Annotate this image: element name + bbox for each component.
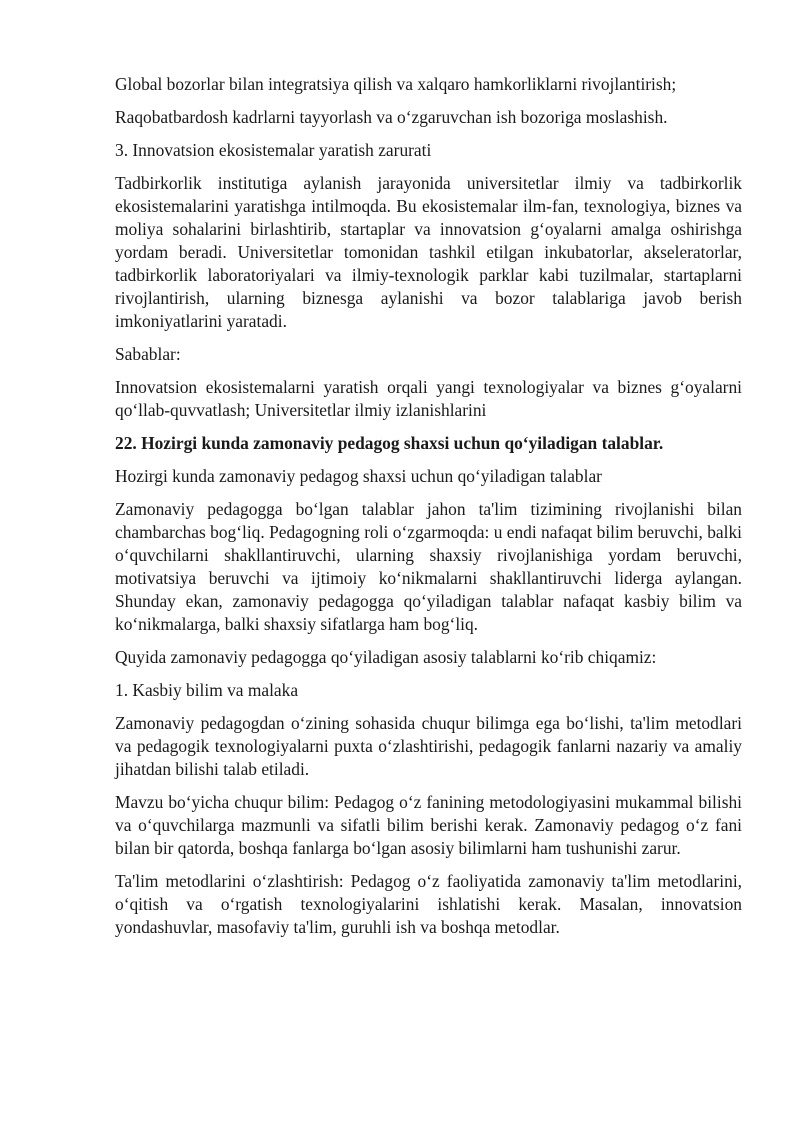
section-heading-professional-knowledge: 1. Kasbiy bilim va malaka: [115, 680, 299, 700]
question-heading-22: 22. Hozirgi kunda zamonaviy pedagog shaxsi uchun qo‘yiladigan talablar.: [115, 433, 664, 453]
paragraph-reasons-body: Innovatsion ekosistemalarni yaratish orqali yangi texnologiyalar va biznes g‘oyalarni qo‘llab-quvvatlash; Universitetlar ilmiy izlanishlarini: [115, 377, 742, 420]
paragraph-subject-knowledge: Mavzu bo‘yicha chuqur bilim: Pedagog o‘z fanining metodologiyasini mukammal bilishi va o‘quvchilarga mazmunli va sifatli bilim berishi kerak. Zamonaviy pedagog o‘z fani bilan bir qatorda, boshqa fanlarga bo‘lgan asosiy bilimlarni ham tushunishi zarur.: [115, 792, 742, 858]
section-heading-innovation-ecosystems: 3. Innovatsion ekosistemalar yaratish zarurati: [115, 140, 432, 160]
paragraph-subtitle-requirements: Hozirgi kunda zamonaviy pedagog shaxsi uchun qo‘yiladigan talablar: [115, 466, 602, 486]
paragraph-teacher-role: Zamonaviy pedagogga bo‘lgan talablar jahon ta'lim tizimining rivojlanishi bilan chambarchas bog‘liq. Pedagogning roli o‘zgarmoqda: u endi nafaqat bilim beruvchi, balki o‘quvchilarni shakllantiruvchi, ularning shaxsiy rivojlanishiga yordam beruvchi, motivatsiya beruvchi va ijtimoiy ko‘nikmalarni shakllantiruvchi liderga aylangan. Shunday ekan, zamonaviy pedagogga qo‘yiladigan talablar nafaqat kasbiy bilim va ko‘nikmalarga, balki shaxsiy sifatlarga ham bog‘liq.: [115, 499, 742, 634]
paragraph-teaching-methods: Ta'lim metodlarini o‘zlashtirish: Pedagog o‘z faoliyatida zamonaviy ta'lim metodlarini, o‘qitish va o‘rgatish texnologiyalarini ishlatishi kerak. Masalan, innovatsion yondashuvlar, masofaviy ta'lim, guruhli ish va boshqa metodlar.: [115, 871, 742, 937]
paragraph-competitive-staff: Raqobatbardosh kadrlarni tayyorlash va o‘zgaruvchan ish bozoriga moslashish.: [115, 107, 668, 127]
document-page: [115, 73, 742, 949]
paragraph-main-requirements-intro: Quyida zamonaviy pedagogga qo‘yiladigan asosiy talablarni ko‘rib chiqamiz:: [115, 647, 657, 667]
paragraph-global-integration: Global bozorlar bilan integratsiya qilish va xalqaro hamkorliklarni rivojlantirish;: [115, 74, 677, 94]
paragraph-professional-knowledge-body: Zamonaviy pedagogdan o‘zining sohasida chuqur bilimga ega bo‘lishi, ta'lim metodlari va pedagogik texnologiyalarni puxta o‘zlashtirishi, pedagogik fanlarni nazariy va amaliy jihatdan bilishi talab etiladi.: [115, 713, 742, 779]
paragraph-ecosystems-body: Tadbirkorlik institutiga aylanish jarayonida universitetlar ilmiy va tadbirkorlik ekosistemalarini yaratishga intilmoqda. Bu ekosistemalar ilm-fan, texnologiya, biznes va moliya sohalarini birlashtirib, startaplar va innovatsion g‘oyalarni amalga oshirishga yordam beradi. Universitetlar tomonidan tashkil etilgan inkubatorlar, akseleratorlar, tadbirkorlik laboratoriyalari va ilmiy-texnologik parklar kabi tuzilmalar, startaplarni rivojlantirish, ularning biznesga aylanishi va bozor talablariga javob berish imkoniyatlarini yaratadi.: [115, 173, 742, 331]
paragraph-reasons-label: Sabablar:: [115, 344, 181, 364]
